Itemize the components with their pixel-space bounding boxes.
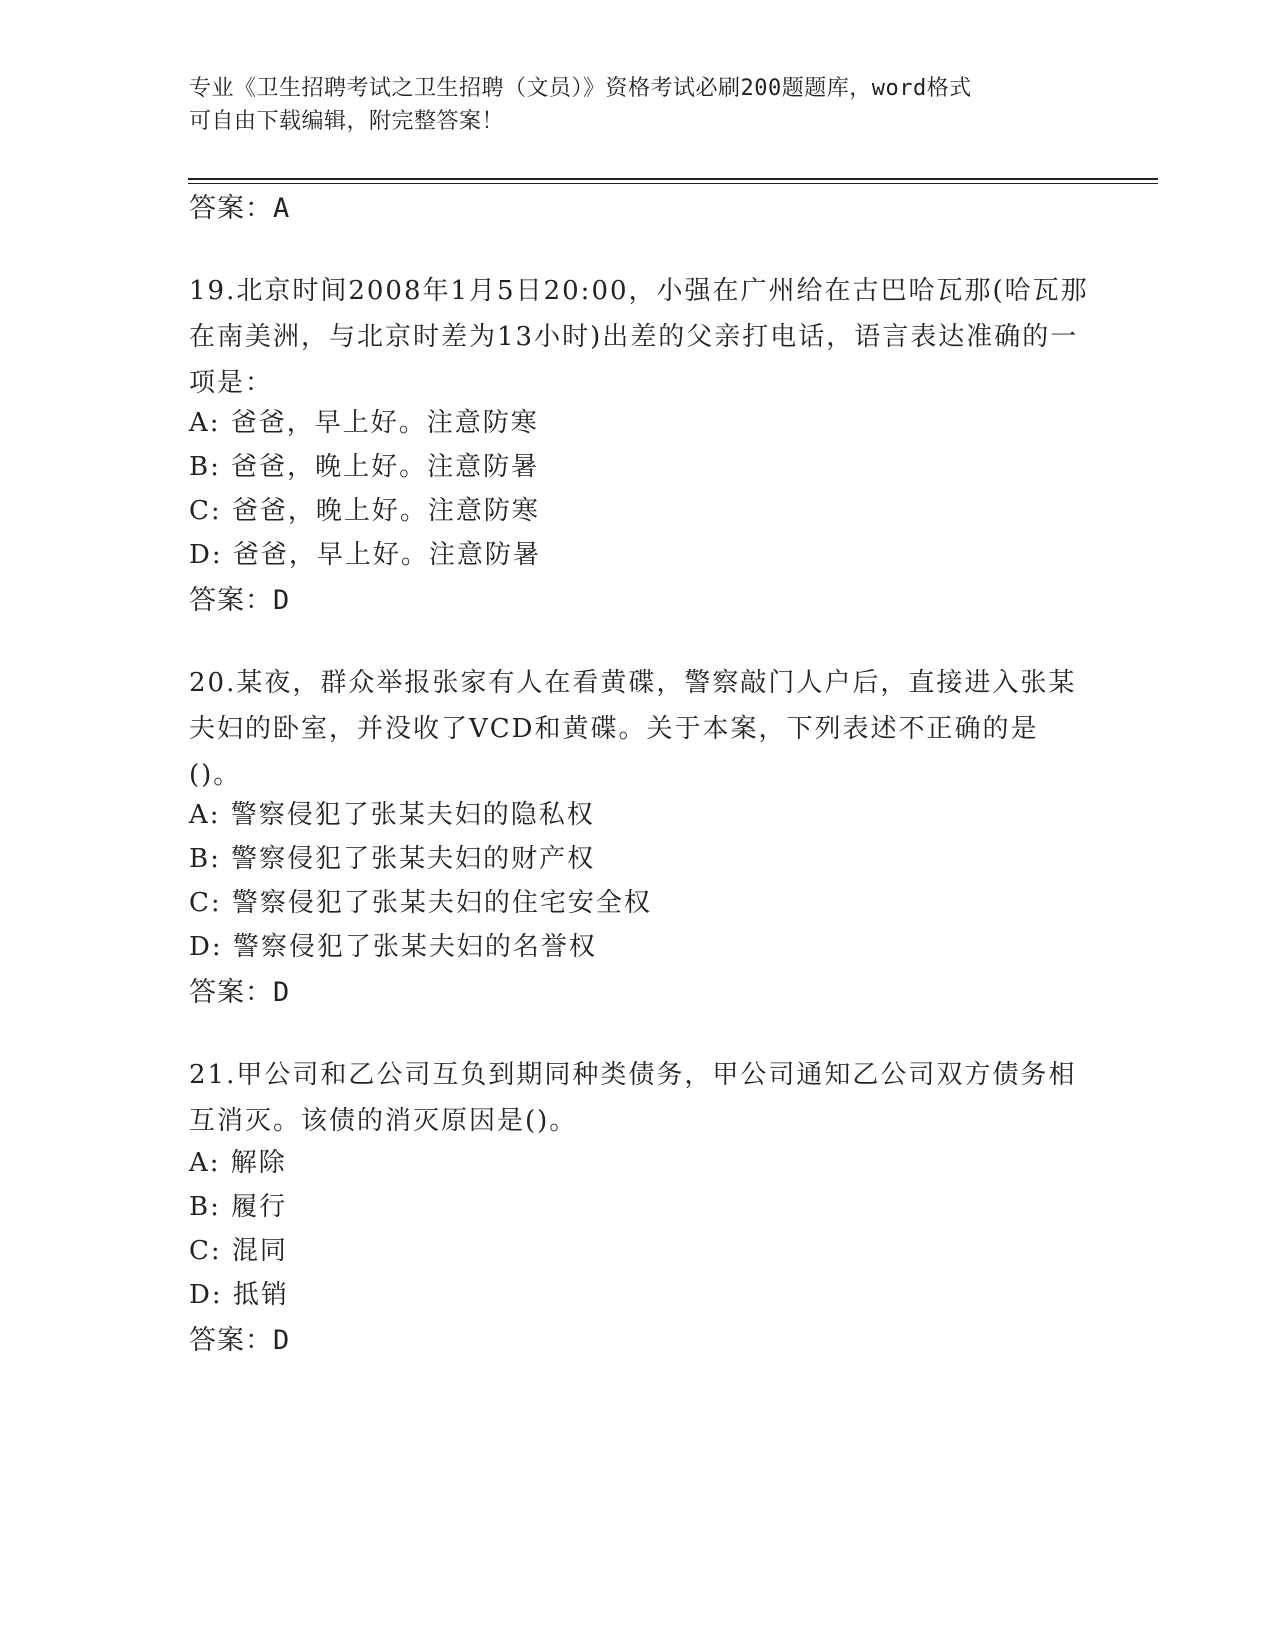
question-20-option-b: B: 警察侵犯了张某夫妇的财产权 <box>189 844 596 874</box>
question-21-answer: 答案：D <box>189 1325 291 1356</box>
header-divider <box>188 178 1158 180</box>
header-line-1: 专业《卫生招聘考试之卫生招聘（文员）》资格考试必刷200题题库，word格式 <box>189 76 972 101</box>
question-21-option-c: C: 混同 <box>189 1236 288 1266</box>
question-19-option-c: C: 爸爸，晚上好。注意防寒 <box>189 496 540 526</box>
question-21-option-d: D: 抵销 <box>189 1280 289 1310</box>
previous-answer: 答案：A <box>189 193 291 224</box>
question-19-answer: 答案：D <box>189 585 291 616</box>
question-20-option-a: A: 警察侵犯了张某夫妇的隐私权 <box>189 800 595 830</box>
question-19-option-d: D: 爸爸，早上好。注意防暑 <box>189 540 541 570</box>
question-20-text: 20.某夜，群众举报张家有人在看黄碟，警察敲门人户后，直接进入张某夫妇的卧室，并没收了VCD和黄碟。关于本案，下列表述不正确的是()。 <box>189 668 1077 790</box>
question-19-option-b: B: 爸爸，晚上好。注意防暑 <box>189 452 540 482</box>
question-21-text: 21.甲公司和乙公司互负到期同种类债务，甲公司通知乙公司双方债务相互消灭。该债的消灭原因是()。 <box>189 1060 1077 1136</box>
question-21-option-b: B: 履行 <box>189 1192 288 1222</box>
question-20-answer: 答案：D <box>189 977 291 1008</box>
question-21-option-a: A: 解除 <box>189 1148 287 1178</box>
question-20-option-c: C: 警察侵犯了张某夫妇的住宅安全权 <box>189 888 652 918</box>
question-20-option-d: D: 警察侵犯了张某夫妇的名誉权 <box>189 932 597 962</box>
document-header <box>189 72 1089 138</box>
question-19-text: 19.北京时间2008年1月5日20:00，小强在广州给在古巴哈瓦那(哈瓦那在南美洲，与北京时差为13小时)出差的父亲打电话，语言表达准确的一项是： <box>189 276 1089 398</box>
header-divider-thin <box>188 183 1158 184</box>
header-line-2: 可自由下载编辑，附完整答案！ <box>189 109 505 134</box>
question-19-option-a: A: 爸爸，早上好。注意防寒 <box>189 408 539 438</box>
